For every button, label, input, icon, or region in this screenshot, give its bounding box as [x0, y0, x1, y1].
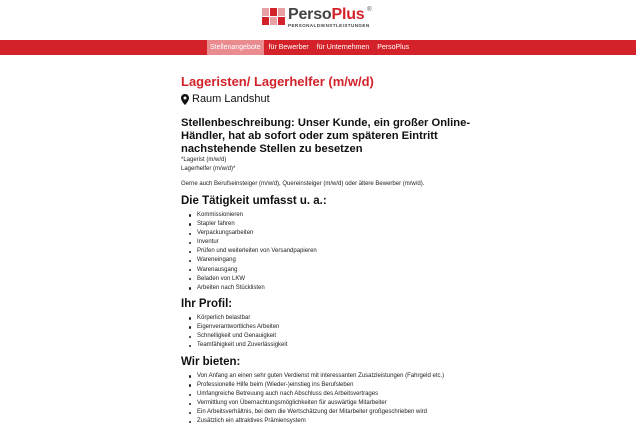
- logo-text: [288, 6, 372, 28]
- job-description-heading: Stellenbeschreibung: Unser Kunde, ein großer Online- Händler, hat ab sofort oder zum späteren Eintritt nachstehende Stellen zu besetzen: [181, 117, 471, 155]
- list-item: Vermittlung von Übernachtungsmöglichkeiten für auswärtige Mitarbeiter: [189, 399, 444, 408]
- logo-mark-square: [278, 17, 285, 25]
- tasks-list: [189, 211, 317, 293]
- offer-heading: Wir bieten:: [181, 356, 241, 368]
- list-item: Von Anfang an einen sehr guten Verdienst mit interessanten Zusatzleistungen (Fahrgeld etc.): [189, 372, 444, 381]
- job-location: [181, 93, 270, 105]
- logo-mark-square: [262, 8, 269, 16]
- list-item: Schnelligkeit und Genauigkeit: [189, 332, 287, 341]
- list-item: Umfangreiche Betreuung auch nach Abschluss des Arbeitsvertrages: [189, 390, 444, 399]
- logo-word-accent: Plus: [331, 6, 365, 23]
- logo-mark-icon: [262, 8, 285, 25]
- logo-wordmark: [288, 6, 364, 23]
- tasks-heading: Die Tätigkeit umfasst u. a.:: [181, 195, 327, 207]
- list-item: Verpackungsarbeiten: [189, 229, 317, 238]
- list-item: Prüfen und weiterleiten von Versandpapieren: [189, 247, 317, 256]
- job-title: Lageristen/ Lagerhelfer (m/w/d): [181, 74, 374, 89]
- list-item: Warenausgang: [189, 266, 317, 275]
- nav-items: [207, 40, 414, 55]
- job-posting: [0, 55, 636, 424]
- job-location-text: Raum Landshut: [192, 93, 270, 105]
- list-item: Inventur: [189, 238, 317, 247]
- logo-mark-square: [278, 8, 285, 16]
- list-item: Beladen von LKW: [189, 275, 317, 284]
- list-item: Teamfähigkeit und Zuverlässigkeit: [189, 341, 287, 350]
- list-item: Professionelle Hilfe beim (Wieder-)einstieg ins Berufsleben: [189, 381, 444, 390]
- logo-word-main: Perso: [288, 6, 332, 23]
- logo-registered-mark: ®: [367, 7, 372, 13]
- offer-list: [189, 372, 444, 424]
- nav-item-stellenangebote[interactable]: Stellenangebote: [207, 40, 264, 55]
- nav-item-fuer-bewerber[interactable]: für Bewerber: [268, 44, 309, 51]
- map-marker-icon: [181, 94, 189, 105]
- list-item: Ein Arbeitsverhältnis, bei dem die Wertschätzung der Mitarbeiter großgeschrieben wird: [189, 408, 444, 417]
- logo-subtitle: PERSONALDIENSTLEISTUNGEN: [288, 23, 370, 28]
- profile-heading: Ihr Profil:: [181, 298, 233, 310]
- profile-list: [189, 314, 287, 350]
- job-position-1: *Lagerist (m/w/d): [181, 157, 227, 163]
- nav-item-fuer-unternehmen[interactable]: für Unternehmen: [316, 44, 370, 51]
- logo-mark-square: [262, 17, 269, 25]
- list-item: Stapler fahren: [189, 220, 317, 229]
- job-position-2: Lagerhelfer (m/w/d)*: [181, 166, 236, 172]
- list-item: Wareneingang: [189, 256, 317, 265]
- main-navigation: [0, 40, 636, 55]
- persoplus-logo[interactable]: [262, 6, 372, 33]
- logo-mark-square: [270, 17, 277, 25]
- logo-mark-square: [270, 8, 277, 16]
- list-item: Eigenverantwortliches Arbeiten: [189, 323, 287, 332]
- list-item: Körperlich belastbar: [189, 314, 287, 323]
- list-item: Arbeiten nach Stücklisten: [189, 284, 317, 293]
- nav-item-persoplus[interactable]: PersoPlus: [377, 44, 410, 51]
- job-applicant-note: Gerne auch Berufseinsteiger (m/w/d), Quereinsteiger (m/w/d) oder ältere Bewerber (m/w/d).: [181, 181, 425, 187]
- site-header: [0, 0, 636, 40]
- list-item: Kommissionieren: [189, 211, 317, 220]
- list-item: Zusätzlich ein attraktives Prämiensystem: [189, 417, 444, 424]
